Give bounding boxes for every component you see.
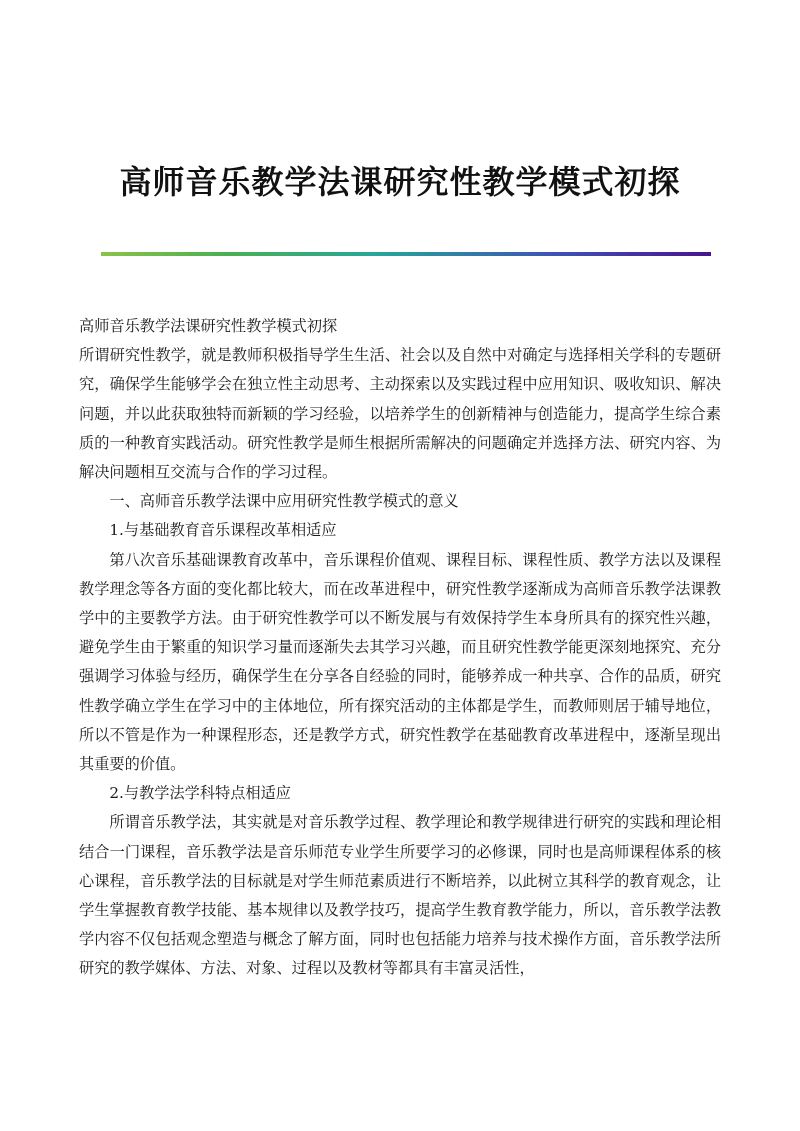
- document-title: 高师音乐教学法课研究性教学模式初探: [119, 163, 681, 201]
- document-body: [79, 312, 721, 984]
- paragraph-method: 所谓音乐教学法，其实就是对音乐教学过程、教学理论和教学规律进行研究的实践和理论相结合一门课程，音乐教学法是音乐师范专业学生所要学习的必修课，同时也是高师课程体系的核心课程，音乐教学法的目标就是对学生师范素质进行不断培养，以此树立其科学的教育观念，让学生掌握教育教学技能、基本规律以及教学技巧，提高学生教育教学能力，所以，音乐教学法教学内容不仅包括观念塑造与概念了解方面，同时也包括能力培养与技术操作方面，音乐教学法所研究的教学媒体、方法、对象、过程以及教材等都具有丰富灵活性，: [79, 813, 721, 978]
- section-heading-1: 一、高师音乐教学法课中应用研究性教学模式的意义: [109, 492, 459, 511]
- body-heading: 高师音乐教学法课研究性教学模式初探: [79, 317, 338, 335]
- title-divider: [101, 252, 711, 256]
- paragraph-reform: 第八次音乐基础课教育改革中，音乐课程价值观、课程目标、课程性质、教学方法以及课程教学理念等各方面的变化都比较大，而在改革进程中，研究性教学逐渐成为高师音乐教学法课教学中的主要教学方法。由于研究性教学可以不断发展与有效保持学生本身所具有的探究性兴趣，避免学生由于繁重的知识学习量而逐渐失去其学习兴趣，而且研究性教学能更深刻地探究、充分强调学习体验与经历，确保学生在分享各自经验的同时，能够养成一种共享、合作的品质，研究性教学确立学生在学习中的主体地位，所有探究活动的主体都是学生，而教师则居于辅导地位，所以不管是作为一种课程形态，还是教学方式，研究性教学在基础教育改革进程中，逐渐呈现出其重要的价值。: [79, 550, 721, 774]
- subsection-heading-1: 1.与基础教育音乐课程改革相适应: [109, 521, 337, 540]
- subsection-heading-2: 2.与教学法学科特点相适应: [109, 784, 291, 803]
- paragraph-intro: 所谓研究性教学，就是教师积极指导学生生活、社会以及自然中对确定与选择相关学科的专题研究，确保学生能够学会在独立性主动思考、主动探索以及实践过程中应用知识、吸收知识、解决问题，并以此获取独特而新颖的学习经验，以培养学生的创新精神与创造能力，提高学生综合素质的一种教育实践活动。研究性教学是师生根据所需解决的问题确定并选择方法、研究内容、为解决问题相互交流与合作的学习过程。: [79, 346, 721, 482]
